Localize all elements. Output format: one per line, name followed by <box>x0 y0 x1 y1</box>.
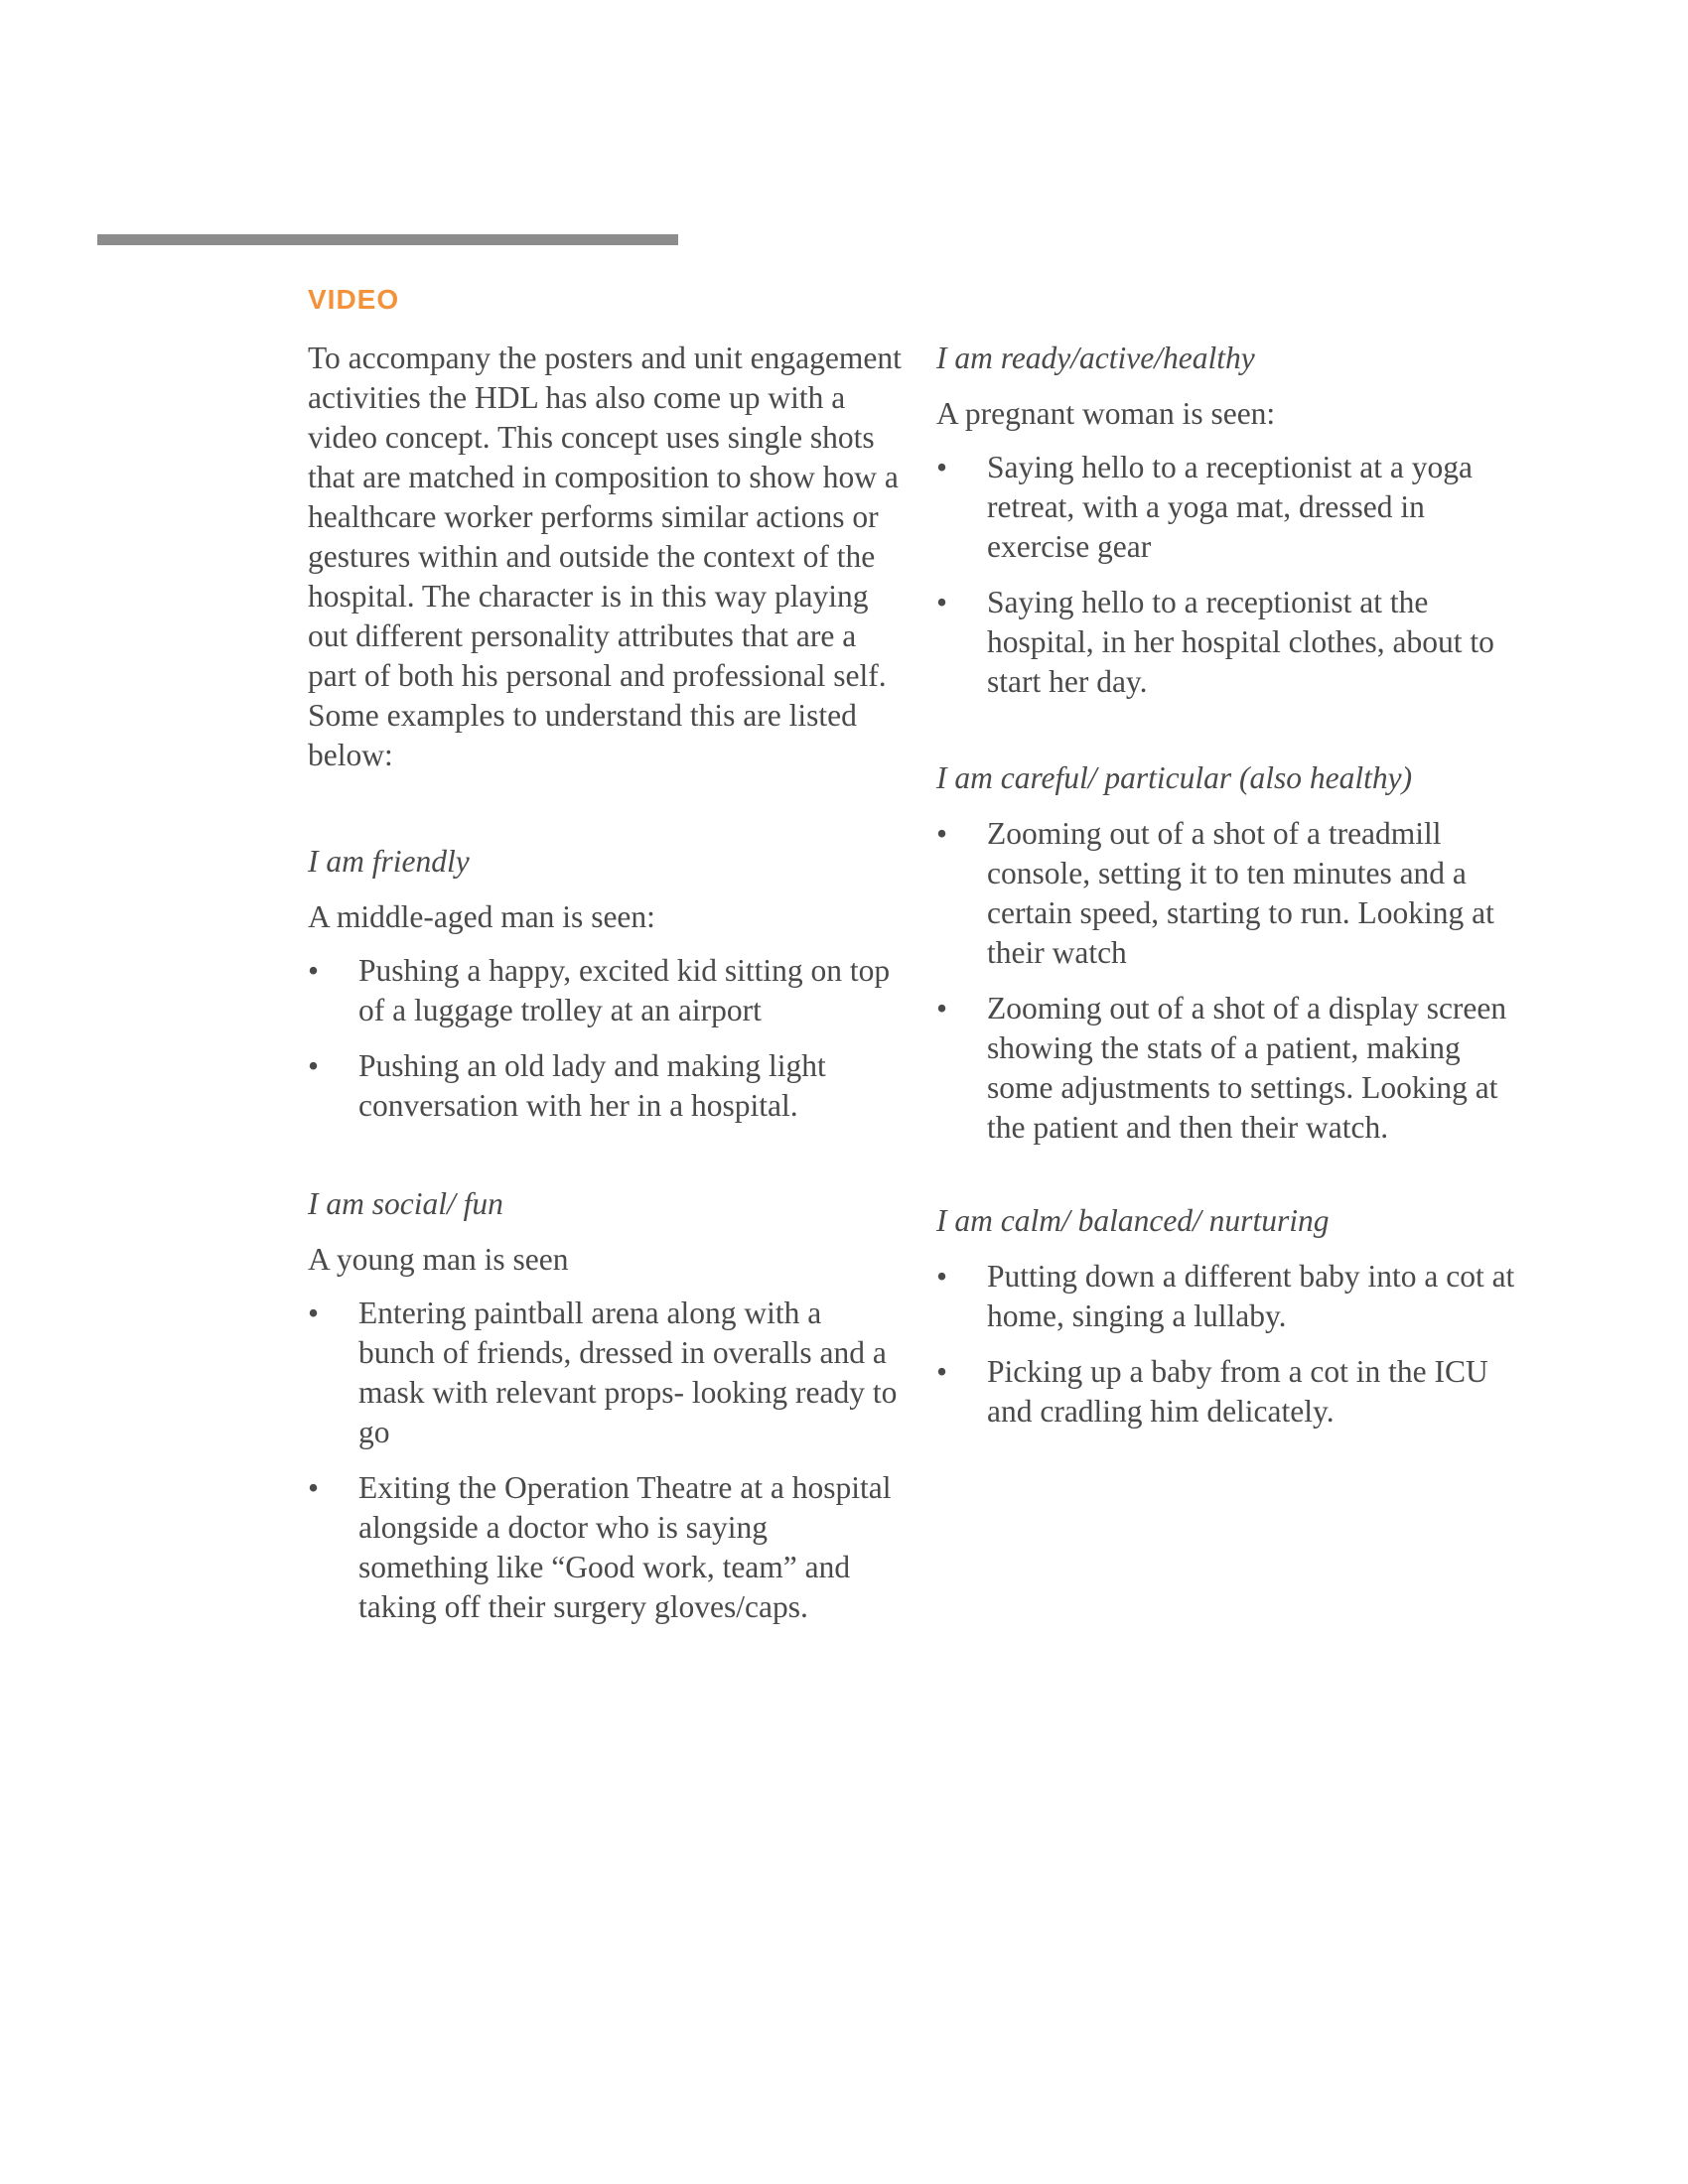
section-lead: A young man is seen <box>308 1242 569 1277</box>
bullet-icon: • <box>308 1296 320 1330</box>
list-item <box>308 1468 904 1627</box>
list-item <box>936 448 1532 567</box>
section-heading: I am social/ fun <box>308 1186 503 1221</box>
bullet-list <box>936 814 1532 1148</box>
list-item <box>308 1294 904 1452</box>
top-divider-rule <box>97 234 678 245</box>
list-item-text: Pushing an old lady and making light conversation with her in a hospital. <box>358 1048 826 1123</box>
intro-paragraph: To accompany the posters and unit engagement activities the HDL has also come up with a video concept. This concept uses single shots that are matched in composition to show how a healthcare worker performs similar actions or gestures within and outside the context of the hospital. The character is in this way playing out different personality attributes that are a part of both his personal and professional self. Some examples to understand this are listed below: <box>308 341 902 772</box>
section-careful <box>936 758 1532 1163</box>
section-ready <box>936 339 1532 718</box>
section-lead: A middle-aged man is seen: <box>308 899 655 934</box>
list-item-text: Entering paintball arena along with a bunch of friends, dressed in overalls and a mask with relevant props- looking ready to go <box>358 1296 898 1449</box>
list-item-text: Saying hello to a receptionist at the hospital, in her hospital clothes, about to start her day. <box>987 585 1494 699</box>
list-item <box>936 1257 1532 1336</box>
list-item <box>308 951 904 1030</box>
section-friendly <box>308 842 904 1142</box>
section-lead: A pregnant woman is seen: <box>936 396 1276 431</box>
bullet-icon: • <box>308 953 320 988</box>
section-heading: I am calm/ balanced/ nurturing <box>936 1203 1330 1238</box>
list-item <box>936 814 1532 973</box>
bullet-list <box>308 951 904 1126</box>
bullet-icon: • <box>936 1259 948 1294</box>
bullet-list <box>308 1294 904 1627</box>
bullet-list <box>936 1257 1532 1432</box>
list-item <box>936 989 1532 1148</box>
bullet-icon: • <box>936 1354 948 1389</box>
bullet-icon: • <box>936 450 948 484</box>
bullet-icon: • <box>308 1470 320 1505</box>
list-item-text: Saying hello to a receptionist at a yoga retreat, with a yoga mat, dressed in exercise gear <box>987 450 1473 564</box>
bullet-list <box>936 448 1532 702</box>
bullet-icon: • <box>936 991 948 1025</box>
list-item-text: Exiting the Operation Theatre at a hospital alongside a doctor who is saying something like “Good work, team” and taking off their surgery gloves/caps. <box>358 1470 892 1624</box>
section-heading: I am ready/active/healthy <box>936 341 1255 375</box>
list-item-text: Zooming out of a shot of a display screen showing the stats of a patient, making some adjustments to settings. Looking at the patient and then their watch. <box>987 991 1507 1145</box>
intro-block <box>308 339 904 775</box>
bullet-icon: • <box>936 585 948 619</box>
bullet-icon: • <box>308 1048 320 1083</box>
section-calm <box>936 1201 1532 1447</box>
list-item <box>936 583 1532 702</box>
list-item <box>308 1046 904 1126</box>
list-item-text: Picking up a baby from a cot in the ICU and cradling him delicately. <box>987 1354 1488 1429</box>
section-heading: I am friendly <box>308 844 470 879</box>
section-heading: I am careful/ particular (also healthy) <box>936 760 1413 795</box>
section-social <box>308 1184 904 1643</box>
list-item-text: Pushing a happy, excited kid sitting on top of a luggage trolley at an airport <box>358 953 891 1027</box>
section-title: VIDEO <box>308 284 400 315</box>
list-item-text: Putting down a different baby into a cot at home, singing a lullaby. <box>987 1259 1515 1333</box>
list-item <box>936 1352 1532 1432</box>
bullet-icon: • <box>936 816 948 851</box>
list-item-text: Zooming out of a shot of a treadmill console, setting it to ten minutes and a certain speed, starting to run. Looking at their watch <box>987 816 1494 970</box>
